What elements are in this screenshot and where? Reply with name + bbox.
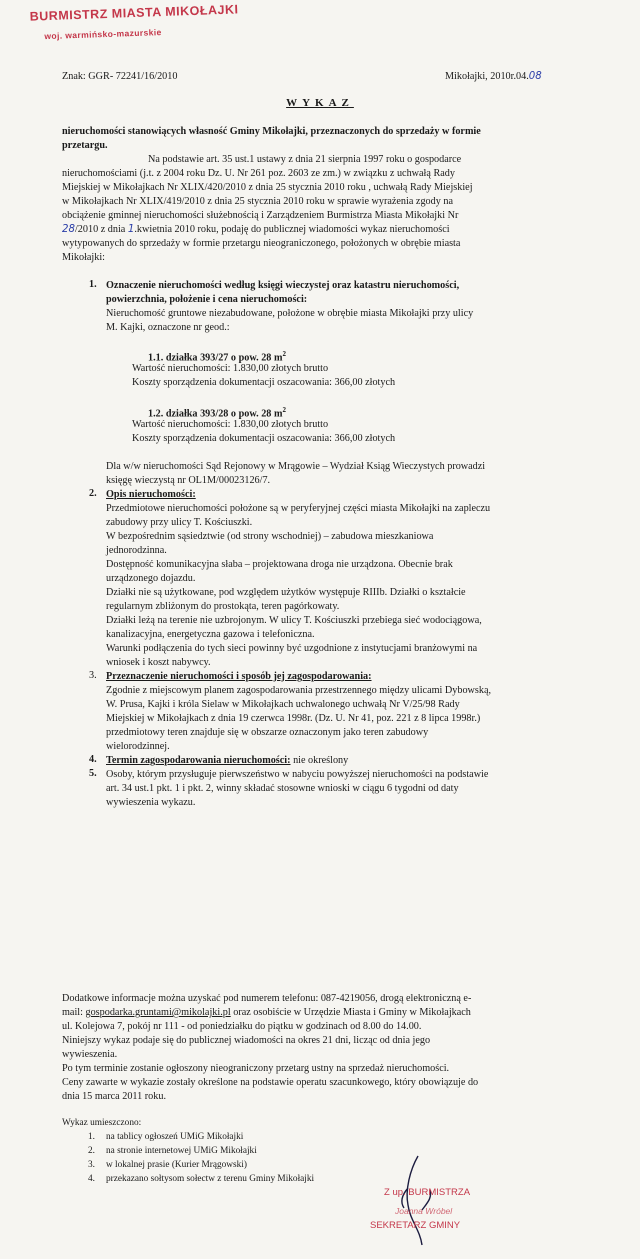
plot-1-title-text: 1.1. działka 393/27 o pow. 28 m [148, 352, 283, 364]
order-number-handwritten: 28 [62, 224, 75, 235]
signature-name: Joanna Wróbel [395, 1206, 453, 1216]
placed-heading: Wykaz umieszczono: [62, 1118, 142, 1128]
section-2-number: 2. [89, 488, 97, 499]
s5-line-3: wywieszenia wykazu. [106, 797, 196, 808]
section-3-number: 3. [89, 670, 97, 681]
s2-line-9: Działki leżą na terenie nie uzbrojonym. W ulicy T. Kościuszki przebiega sieć wodociągowa, [106, 615, 482, 626]
place-date-prefix: Mikołajki, 2010r.04. [445, 71, 529, 82]
plot-1-cost: Koszty sporządzenia dokumentacji oszacowania: 366,00 złotych [132, 377, 396, 388]
section-1-number: 1. [89, 279, 97, 290]
section-1-text-2: M. Kajki, oznaczone nr geod.: [106, 322, 230, 333]
section-1-heading-2: powierzchnia, położenie i cena nieruchomości: [106, 294, 308, 305]
info-line-7: Ceny zawarte w wykazie zostały określone na podstawie operatu szacunkowego, który obowiązuje do [62, 1077, 479, 1088]
land-register-line-2: księgę wieczystą nr OL1M/00023126/7. [106, 475, 271, 486]
email-link[interactable]: gospodarka.gruntami@mikolajki.pl [85, 1007, 231, 1018]
section-5-number: 5. [89, 768, 97, 779]
s2-line-12: wniosek i koszt nabywcy. [106, 657, 211, 668]
section-4-line [106, 754, 348, 767]
intro-line-3: Miejskiej w Mikołajkach Nr XLIX/420/2010 z dnia 25 stycznia 2010 roku , uchwałą Rady Miejskiej [62, 182, 473, 193]
subtitle-line-1: nieruchomości stanowiących własność Gminy Mikołajki, przeznaczonych do sprzedaży w formie [62, 126, 481, 137]
intro-line-1: Na podstawie art. 35 ust.1 ustawy z dnia 21 sierpnia 1997 roku o gospodarce [148, 154, 462, 165]
burmistrz-stamp [30, 2, 240, 41]
s2-line-11: Warunki podłączenia do tych sieci powinny być uzgodnione z instytucjami branżowymi na [106, 643, 478, 654]
s2-line-3: W bezpośrednim sąsiedztwie (od strony wschodniej) – zabudowa mieszkaniowa [106, 531, 434, 542]
plot-1-superscript: 2 [282, 350, 286, 358]
signature-line-1: Z up. BURMISTRZA [384, 1187, 471, 1198]
s2-line-8: regularnym zbliżonym do prostokąta, teren pagórkowaty. [106, 601, 340, 612]
section-3-heading: Przeznaczenie nieruchomości i sposób jej zagospodarowania: [106, 671, 372, 682]
s3-line-4: przedmiotowy teren znajduje się w obszarze oznaczonym jako teren zabudowy [106, 727, 429, 738]
plot-2-value: Wartość nieruchomości: 1.830,00 złotych brutto [132, 419, 329, 430]
s5-line-1: Osoby, którym przysługuje pierwszeństwo w nabyciu powyższej nieruchomości na podstawie [106, 769, 489, 780]
section-4-heading: Termin zagospodarowania nieruchomości: [106, 755, 291, 766]
section-1-heading-1: Oznaczenie nieruchomości według księgi wieczystej oraz katastru nieruchomości, [106, 280, 460, 291]
intro-line-5: obciążenie gminnej nieruchomości służebnością i Zarządzeniem Burmistrza Miasta Mikołajki Nr [62, 210, 459, 221]
placed-item: w lokalnej prasie (Kurier Mrągowski) [106, 1160, 247, 1170]
placed-item-number: 3. [88, 1160, 95, 1170]
s2-line-6: urządzonego dojazdu. [106, 573, 196, 584]
intro-line-6 [62, 223, 450, 236]
page-title: WYKAZ [286, 97, 354, 109]
intro-line-4: w Mikołajkach Nr XLIX/419/2010 z dnia 25 stycznia 2010 roku w sprawie wyrażenia zgody na [62, 196, 453, 207]
placed-item-number: 1. [88, 1132, 95, 1142]
reference-number: Znak: GGR- 72241/16/2010 [62, 71, 178, 82]
s2-line-2: zabudowy przy ulicy T. Kościuszki. [106, 517, 253, 528]
stamp-line-2: woj. warmińsko-mazurskie [44, 27, 162, 42]
s3-line-3: Miejskiej w Mikołajkach z dnia 19 czerwca 1998r. (Dz. U. Nr 41, poz. 221 z 8 lipca 1998r.) [106, 713, 481, 724]
plot-2-title-text: 1.2. działka 393/28 o pow. 28 m [148, 408, 283, 420]
section-4-text: nie określony [290, 755, 349, 766]
s2-line-10: kanalizacyjna, energetyczna gazowa i telefoniczna. [106, 629, 315, 640]
order-day-handwritten: 1 [127, 224, 135, 235]
s3-line-5: wielorodzinnej. [106, 741, 170, 752]
placed-item: przekazano sołtysom sołectw z terenu Gminy Mikołajki [106, 1174, 315, 1184]
s3-line-1: Zgodnie z miejscowym planem zagospodarowania przestrzennego między ulicami Dybowską, [106, 685, 492, 696]
s2-line-5: Dostępność komunikacyjna słaba – projektowana droga nie urządzona. Obecnie brak [106, 559, 453, 570]
intro-line-6-b: .kwietnia 2010 roku, podaję do publicznej wiadomości wykaz nieruchomości [134, 224, 450, 235]
stamp-line-1: BURMISTRZ MIASTA MIKOŁAJKI [29, 2, 239, 24]
plot-1-value: Wartość nieruchomości: 1.830,00 złotych brutto [132, 363, 329, 374]
intro-line-8: Mikołajki: [62, 252, 106, 263]
info-line-4: Niniejszy wykaz podaje się do publicznej wiadomości na okres 21 dni, licząc od dnia jego [62, 1035, 431, 1046]
land-register-line-1: Dla w/w nieruchomości Sąd Rejonowy w Mrągowie – Wydział Ksiąg Wieczystych prowadzi [106, 461, 486, 472]
s2-line-4: jednorodzinna. [106, 545, 167, 556]
s2-line-1: Przedmiotowe nieruchomości położone są w peryferyjnej części miasta Mikołajki na zapleczu [106, 503, 491, 514]
plot-2-superscript: 2 [282, 406, 286, 414]
intro-line-2: nieruchomościami (j.t. z 2004 roku Dz. U. Nr 261 poz. 2603 ze zm.) w związku z uchwałą Rady [62, 168, 455, 179]
subtitle-line-2: przetargu. [62, 140, 108, 151]
info-line-2-b: oraz osobiście w Urzędzie Miasta i Gminy w Mikołajkach [230, 1007, 471, 1018]
place-date [445, 70, 542, 83]
info-line-1: Dodatkowe informacje można uzyskać pod numerem telefonu: 087-4219056, drogą elektroniczną e- [62, 993, 472, 1004]
info-line-8: dnia 15 marca 2011 roku. [62, 1091, 167, 1102]
info-line-3: ul. Kolejowa 7, pokój nr 111 - od poniedziałku do piątku w godzinach od 8.00 do 14.00. [62, 1021, 422, 1032]
placed-item-number: 2. [88, 1146, 95, 1156]
s5-line-2: art. 34 ust.1 pkt. 1 i pkt. 2, winny składać stosowne wnioski w ciągu 6 tygodni od daty [106, 783, 459, 794]
placed-item: na tablicy ogłoszeń UMiG Mikołajki [106, 1132, 244, 1142]
handwritten-signature [380, 1150, 500, 1250]
section-1-text-1: Nieruchomość gruntowe niezabudowane, położone w obrębie miasta Mikołajki przy ulicy [106, 308, 474, 319]
s2-line-7: Działki nie są użytkowane, pod względem użytków występuje RIIIb. Działki o kształcie [106, 587, 466, 598]
intro-line-7: wytypowanych do sprzedaży w formie przetargu nieograniczonego, położonych w obrębie miasta [62, 238, 461, 249]
section-2-heading: Opis nieruchomości: [106, 489, 196, 500]
info-line-5: wywieszenia. [62, 1049, 118, 1060]
s3-line-2: W. Prusa, Kajki i króla Sielaw w Mikołajkach uchwalonego uchwałą Nr V/25/98 Rady [106, 699, 460, 710]
info-line-6: Po tym terminie zostanie ogłoszony nieograniczony przetarg ustny na sprzedaż nieruchomości. [62, 1063, 450, 1074]
signature-title: SEKRETARZ GMINY [370, 1220, 461, 1231]
placed-item: na stronie internetowej UMiG Mikołajki [106, 1146, 257, 1156]
date-day-handwritten: 08 [528, 71, 542, 82]
info-line-2 [62, 1006, 471, 1019]
section-4-number: 4. [89, 754, 97, 765]
placed-item-number: 4. [88, 1174, 95, 1184]
plot-2-cost: Koszty sporządzenia dokumentacji oszacowania: 366,00 złotych [132, 433, 396, 444]
intro-line-6-a: /2010 z dnia [74, 224, 128, 235]
info-line-2-a: mail: [62, 1007, 86, 1018]
